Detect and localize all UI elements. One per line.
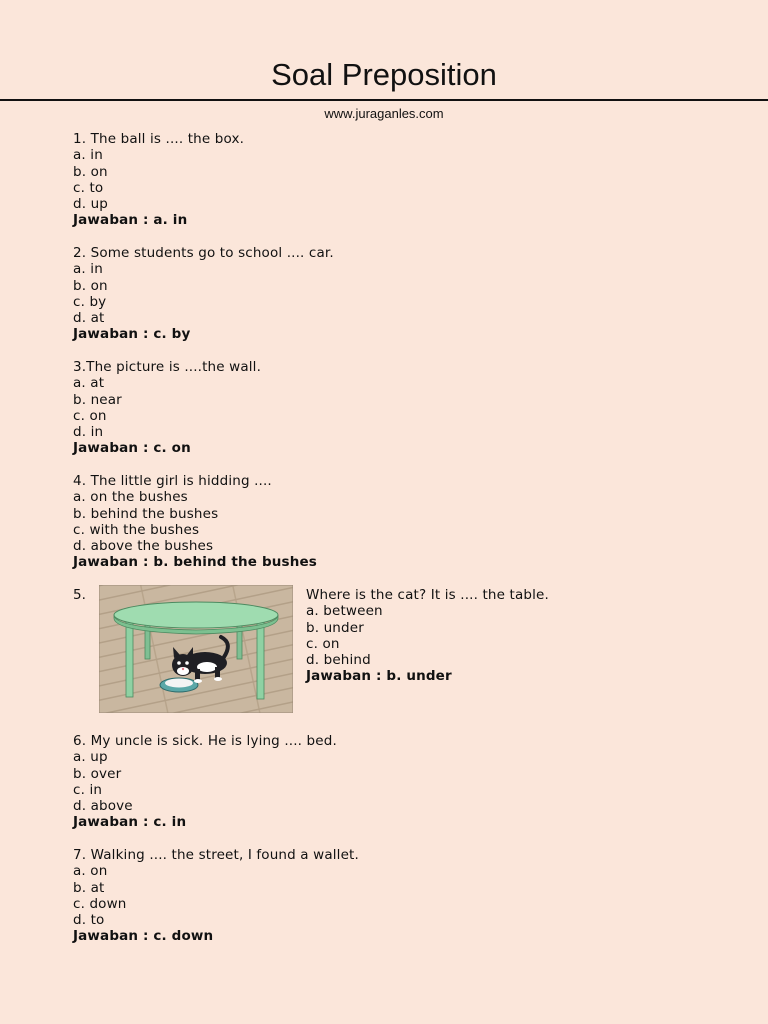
question-7: [73, 847, 359, 945]
question-5-number: 5.: [73, 587, 86, 603]
option-a: a. in: [73, 261, 103, 278]
option-c: c. to: [73, 179, 104, 196]
question-prompt: 7. Walking .... the street, I found a wallet.: [73, 847, 359, 863]
option-b: b. over: [73, 765, 122, 782]
answer-key: Jawaban : c. on: [73, 440, 191, 457]
title-divider: [0, 99, 768, 101]
question-prompt: Where is the cat? It is .... the table.: [306, 587, 549, 603]
question-4: [73, 473, 317, 571]
option-d: d. at: [73, 310, 105, 327]
option-c: c. on: [306, 635, 340, 652]
website-link[interactable]: www.juraganles.com: [324, 106, 444, 121]
option-a: a. between: [306, 603, 383, 620]
answer-key: Jawaban : c. by: [73, 326, 191, 343]
option-d: d. behind: [306, 652, 371, 669]
option-b: b. on: [73, 277, 108, 294]
option-c: c. with the bushes: [73, 521, 200, 538]
option-c: c. by: [73, 293, 107, 310]
option-d: d. above the bushes: [73, 538, 214, 555]
option-a: a. at: [73, 375, 105, 392]
option-c: c. on: [73, 407, 107, 424]
answer-key: Jawaban : b. under: [306, 668, 452, 685]
answer-key: Jawaban : b. behind the bushes: [73, 554, 317, 571]
option-d: d. in: [73, 424, 104, 441]
option-c: c. down: [73, 895, 127, 912]
option-a: a. up: [73, 749, 108, 766]
answer-key: Jawaban : c. down: [73, 928, 214, 945]
answer-key: Jawaban : c. in: [73, 814, 187, 831]
question-3: [73, 359, 261, 457]
question-prompt: 6. My uncle is sick. He is lying .... bed.: [73, 733, 337, 749]
option-b: b. at: [73, 879, 105, 896]
option-b: b. behind the bushes: [73, 505, 219, 522]
question-2: [73, 245, 334, 343]
option-b: b. near: [73, 391, 122, 408]
question-prompt: 4. The little girl is hidding ....: [73, 473, 272, 489]
option-b: b. on: [73, 163, 108, 180]
question-6: [73, 733, 337, 831]
question-prompt: 2. Some students go to school .... car.: [73, 245, 334, 261]
option-d: d. to: [73, 912, 105, 929]
cat-under-table-illustration: [99, 585, 293, 713]
option-d: d. up: [73, 196, 109, 213]
option-b: b. under: [306, 619, 364, 636]
option-c: c. in: [73, 781, 103, 798]
answer-key: Jawaban : a. in: [73, 212, 188, 229]
option-a: a. in: [73, 147, 103, 164]
option-a: a. on: [73, 863, 108, 880]
page-title: Soal Preposition: [271, 57, 497, 92]
question-prompt: 1. The ball is .... the box.: [73, 131, 245, 147]
option-a: a. on the bushes: [73, 489, 188, 506]
question-5: [306, 587, 549, 685]
option-d: d. above: [73, 798, 133, 815]
question-prompt: 3.The picture is ....the wall.: [73, 359, 262, 375]
question-1: [73, 131, 244, 229]
